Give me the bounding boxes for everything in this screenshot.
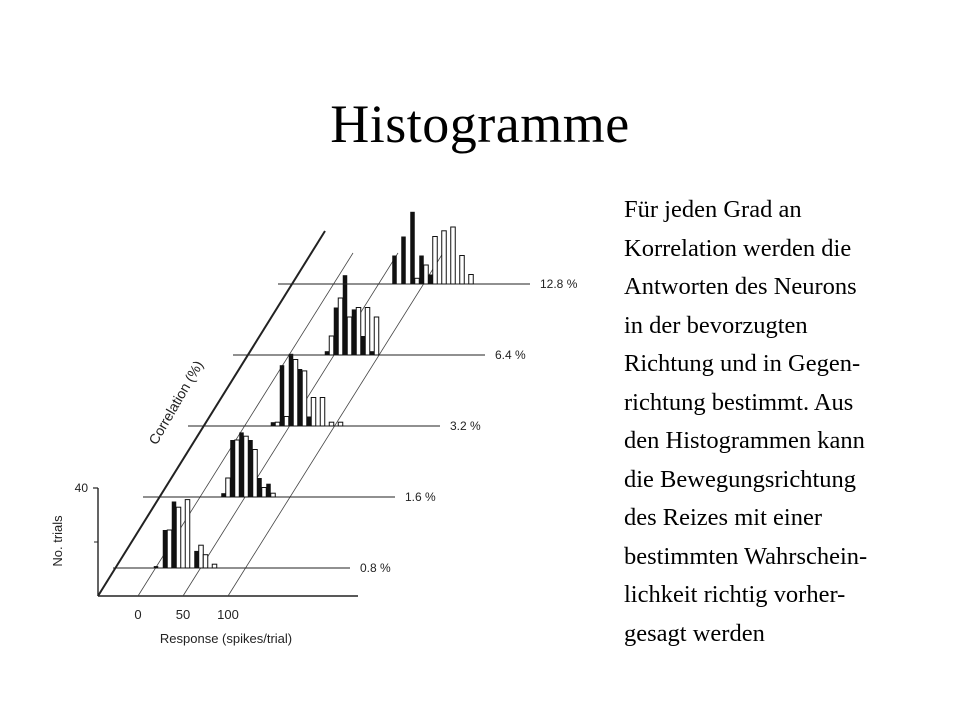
body-line: gesagt werden xyxy=(624,619,765,647)
bar-open xyxy=(415,278,420,284)
bar-open xyxy=(293,360,298,427)
bar-open xyxy=(329,422,334,426)
body-line: Antworten des Neurons xyxy=(624,273,857,300)
bar-open xyxy=(329,336,334,355)
panel-label: 3.2 % xyxy=(450,419,481,433)
bar-open xyxy=(451,227,456,284)
body-line: Korrelation werden die xyxy=(624,234,852,262)
bar-filled xyxy=(361,336,366,355)
bar-filled xyxy=(307,417,312,427)
body-line: bestimmten Wahrschein- xyxy=(624,542,868,570)
bar-filled xyxy=(239,432,244,497)
z-axis-label: Correlation (%) xyxy=(145,357,207,448)
body-line: richtung bestimmt. Aus xyxy=(624,388,854,416)
bar-open xyxy=(442,231,447,284)
body-line: Für jeden Grad an xyxy=(624,196,802,223)
body-line: Richtung und in Gegen- xyxy=(624,350,861,377)
histogram-figure xyxy=(40,200,600,660)
body-line: die Bewegungsrichtung xyxy=(624,465,857,493)
x-tick-label: 0 xyxy=(134,607,142,622)
bar-open xyxy=(469,275,474,285)
bar-filled xyxy=(352,309,357,355)
y-axis-label: No. trials xyxy=(50,515,65,567)
bar-filled xyxy=(271,422,276,426)
bar-open xyxy=(347,317,352,355)
bar-open xyxy=(356,308,361,356)
bar-open xyxy=(275,422,280,426)
bar-filled xyxy=(410,212,415,284)
bar-filled xyxy=(230,440,235,497)
bar-filled xyxy=(343,275,348,355)
bar-filled xyxy=(154,566,159,568)
bar-open xyxy=(374,317,379,355)
bar-open xyxy=(185,500,190,568)
body-line: des Reizes mit einer xyxy=(624,504,822,531)
bar-open xyxy=(176,507,181,568)
bar-open xyxy=(199,545,204,568)
bar-open xyxy=(271,493,276,497)
body-text xyxy=(624,191,954,653)
body-line: lichkeit richtig vorher- xyxy=(624,581,846,608)
body-line: in der bevorzugten xyxy=(624,311,808,339)
bar-open xyxy=(167,530,172,568)
bar-filled xyxy=(401,237,406,285)
bar-open xyxy=(320,398,325,427)
panel-label: 0.8 % xyxy=(360,561,391,575)
bar-open xyxy=(212,564,217,568)
x-tick-label: 100 xyxy=(217,607,239,622)
bar-open xyxy=(244,436,249,497)
bar-open xyxy=(338,422,343,426)
bar-open xyxy=(311,398,316,427)
panel-label: 12.8 % xyxy=(540,277,578,291)
histogram-svg xyxy=(40,200,600,660)
bar-open xyxy=(284,417,289,427)
bar-open xyxy=(433,237,438,285)
bar-open xyxy=(262,488,267,498)
bar-filled xyxy=(370,351,375,355)
bar-open xyxy=(235,440,240,497)
bar-filled xyxy=(257,478,262,497)
bar-filled xyxy=(266,484,271,497)
x-tick-label: 50 xyxy=(175,607,191,622)
bar-open xyxy=(253,450,258,498)
bar-open xyxy=(203,555,208,568)
bar-filled xyxy=(392,256,397,285)
bar-open xyxy=(365,308,370,356)
y-tick-label: 40 xyxy=(74,481,88,495)
bar-filled xyxy=(428,275,433,285)
bar-filled xyxy=(194,551,199,568)
bar-open xyxy=(226,478,231,497)
body-line: den Histogrammen kann xyxy=(624,427,865,454)
bar-filled xyxy=(248,440,253,497)
bar-open xyxy=(460,256,465,285)
bar-filled xyxy=(298,369,303,426)
bar-filled xyxy=(172,502,177,569)
bar-filled xyxy=(419,256,424,285)
slide-title: Histogramme xyxy=(330,94,630,154)
oblique-guide-line xyxy=(228,253,443,596)
bar-open xyxy=(302,371,307,426)
bar-filled xyxy=(289,354,294,426)
bar-filled xyxy=(334,308,339,356)
bar-filled xyxy=(280,365,285,426)
bar-filled xyxy=(325,351,330,355)
panel-label: 6.4 % xyxy=(495,348,526,362)
panel-label: 1.6 % xyxy=(405,490,436,504)
bar-filled xyxy=(163,530,168,568)
bar-filled xyxy=(221,493,226,497)
bar-open xyxy=(338,298,343,355)
x-axis-label: Response (spikes/trial) xyxy=(159,631,293,646)
bar-open xyxy=(424,265,429,284)
